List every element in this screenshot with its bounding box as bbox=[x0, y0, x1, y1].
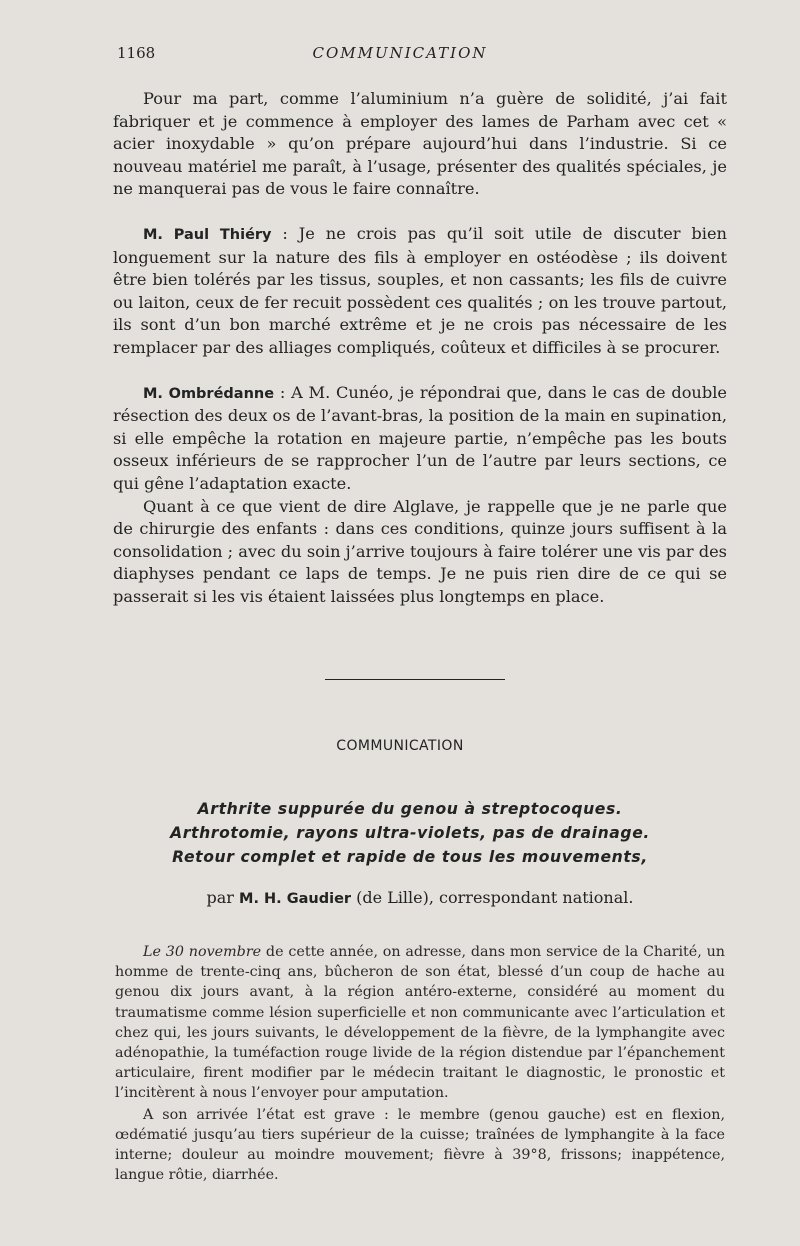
paragraph: Pour ma part, comme l’aluminium n’a guère de solidité, j’ai fait fabriquer et je commence à employer des lames de Parham avec cet « acier inoxydable » qu’on prépare aujourd’hui dans l’industrie. Si ce nouveau matériel me paraît, à l’usage, présenter des qualités spéciales, je ne manquerai pas de vous le faire connaître. bbox=[113, 89, 727, 199]
paragraph: A son arrivée l’état est grave : le membre (genou gauche) est en flexion, œdématié jusqu’au tiers supérieur de la cuisse; traînées de lymphangite à la face interne; douleur au moindre mouvement; fièvre à 39°8, frissons; inappétence, langue rôtie, diarrhée. bbox=[115, 1106, 725, 1184]
paragraph-text: : A M. Cunéo, je répondrai que, dans le cas de double résection des deux os de l’avant-bras, la position de la main en supination, si elle empêche la rotation en majeure partie, n’empêche pas les bouts osseux inférieurs de se rapprocher l’un de l’autre par leurs sections, ce qui gêne l’adaptation exacte. bbox=[113, 382, 727, 493]
article-title-line: Arthrite suppurée du genou à streptocoques. bbox=[197, 800, 623, 818]
speaker-name: M. Paul Thiéry bbox=[143, 226, 272, 243]
paragraph: Quant à ce que vient de dire Alglave, je rappelle que je ne parle que de chirurgie des enfants : dans ces conditions, quinze jours suffisent à la consolidation ; avec du soin j’arrive toujours à faire tolérer une vis par des diaphyses pendant ce laps de temps. Je ne puis rien dire de ce qui se passerait si les vis étaient laissées plus longtemps en place. bbox=[113, 496, 727, 606]
running-title: COMMUNICATION bbox=[312, 44, 488, 62]
paragraph-text: de cette année, on adresse, dans mon service de la Charité, un homme de trente-cinq ans, bûcheron de son état, blessé d’un coup de hache au genou dix jours avant, à la région antéro-externe, considéré au moment du traumatisme comme lésion superficielle et non communicante avec l’articulation et chez qui, les jours suivants, le développement de la fièvre, de la lymphangite avec adénopathie, la tuméfaction rouge livide de la région distendue par l’épanchement articulaire, firent modifier par le médecin traitant le diagnostic, le pronostic et l’incitèrent à nous l’envoyer pour amputation. bbox=[115, 944, 726, 1102]
article-title-line: Retour complet et rapide de tous les mouvements, bbox=[172, 848, 648, 866]
running-header bbox=[0, 44, 800, 68]
paragraph bbox=[115, 942, 725, 1104]
discussion-text bbox=[113, 88, 727, 608]
page-number: 1168 bbox=[117, 44, 156, 62]
case-report bbox=[115, 942, 725, 1185]
paragraph bbox=[113, 382, 727, 496]
author-name: M. H. Gaudier bbox=[239, 891, 352, 907]
article-title bbox=[100, 797, 720, 869]
byline-suffix: (de Lille), correspondant national. bbox=[351, 888, 634, 907]
section-divider bbox=[325, 679, 505, 680]
case-date: Le 30 novembre bbox=[143, 944, 262, 960]
speaker-name: M. Ombrédanne bbox=[143, 385, 275, 402]
article-title-line: Arthrotomie, rayons ultra-violets, pas de drainage. bbox=[170, 824, 650, 842]
byline bbox=[0, 888, 800, 907]
section-heading: COMMUNICATION bbox=[336, 738, 464, 754]
byline-prefix: par bbox=[206, 888, 240, 907]
paragraph-text: : Je ne crois pas qu’il soit utile de discuter bien longuement sur la nature des fils à employer en ostéodèse ; ils doivent être bien tolérés par les tissus, souples, et non cassants; les fils de cuivre ou laiton, ceux de fer recuit possèdent ces qualités ; on les trouve partout, ils sont d’un bon marché extrême et je ne crois pas nécessaire de les remplacer par des alliages compliqués, coûteux et difficiles à se procurer. bbox=[113, 223, 727, 357]
paragraph bbox=[113, 223, 727, 360]
